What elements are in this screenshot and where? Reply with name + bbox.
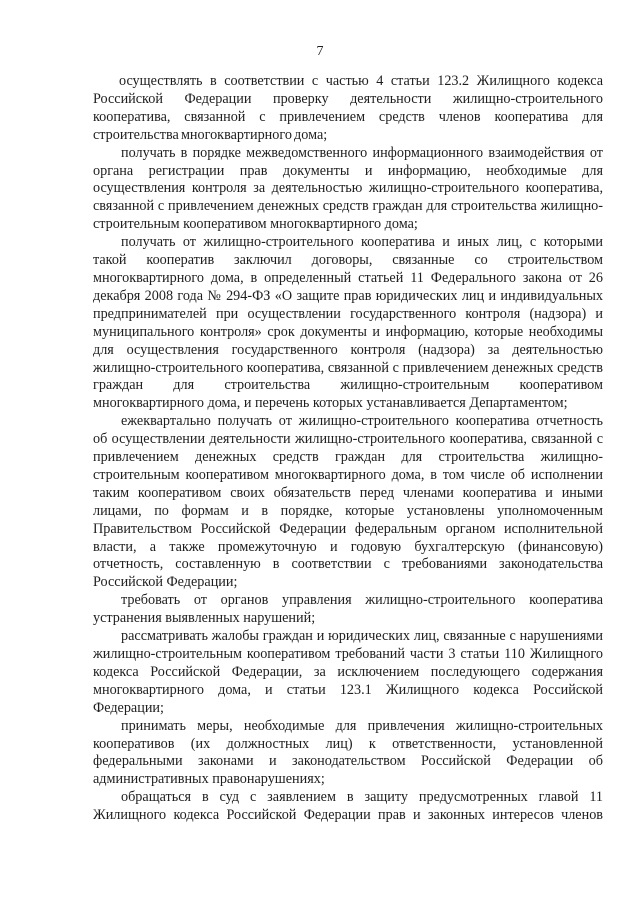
paragraph-7: принимать меры, необходимые для привлечения жилищно-строительных кооперативов (их должностных лиц) к ответственности, установленной федеральными законами и законодательством Российской Федерации об административных правонарушениях; bbox=[93, 717, 603, 788]
paragraph-4: ежеквартально получать от жилищно-строительного кооператива отчетность об осуществлении деятельности жилищно-строительного кооператива, связанной с привлечением денежных средств граждан для строительства жилищно-строительным кооперативом многоквартирного дома, в том числе об исполнении таким кооперативом своих обязательств перед членами кооператива и иными лицами, по формам и в порядке, которые установлены уполномоченным Правительством Российской Федерации федеральным органом исполнительной власти, а также промежуточную и годовую бухгалтерскую (финансовую) отчетность, составленную в соответствии с требованиями законодательства Российской Федерации; bbox=[93, 413, 604, 591]
paragraph-8: обращаться в суд с заявлением в защиту предусмотренных главой 11 Жилищного кодекса Российской Федерации прав и законных интересов членов bbox=[93, 789, 603, 824]
document-body bbox=[93, 73, 603, 825]
paragraph-6: рассматривать жалобы граждан и юридических лиц, связанные с нарушениями жилищно-строительным кооперативом требований части 3 статьи 110 Жилищного кодекса Российской Федерации, за исключением последующего содержания многоквартирного дома, и статьи 123.1 Жилищного кодекса Российской Федерации; bbox=[93, 628, 604, 716]
paragraph-3: получать от жилищно-строительного кооператива и иных лиц, с которыми такой кооператив заключил договоры, связанные со строительством многоквартирного дома, в определенный статьей 11 Федерального закона от 26 декабря 2008 года № 294-ФЗ «О защите прав юридических лиц и индивидуальных предпринимателей при осуществлении государственного контроля (надзора) и муниципального контроля» срок документы и информацию, которые необходимы для осуществления государственного контроля (надзора) за деятельностью жилищно-строительного кооператива, связанной с привлечением денежных средств граждан для строительства жилищно-строительным кооперативом многоквартирного дома, и перечень которых устанавливается Департаментом; bbox=[93, 234, 603, 412]
paragraph-5: требовать от органов управления жилищно-строительного кооператива устранения выявленных нарушений; bbox=[93, 592, 603, 627]
page-number: 7 bbox=[316, 44, 324, 59]
paragraph-2: получать в порядке межведомственного информационного взаимодействия от органа регистрации прав документы и информацию, необходимые для осуществления контроля за деятельностью жилищно-строительного кооператива, связанной с привлечением денежных средств граждан для строительства жилищно-строительным кооперативом многоквартирного дома; bbox=[93, 144, 604, 233]
paragraph-1: осуществлять в соответствии с частью 4 статьи 123.2 Жилищного кодекса Российской Федерации проверку деятельности жилищно-строительного кооператива, связанной с привлечением средств членов кооператива для строительства многоквартирного дома; bbox=[93, 73, 603, 143]
